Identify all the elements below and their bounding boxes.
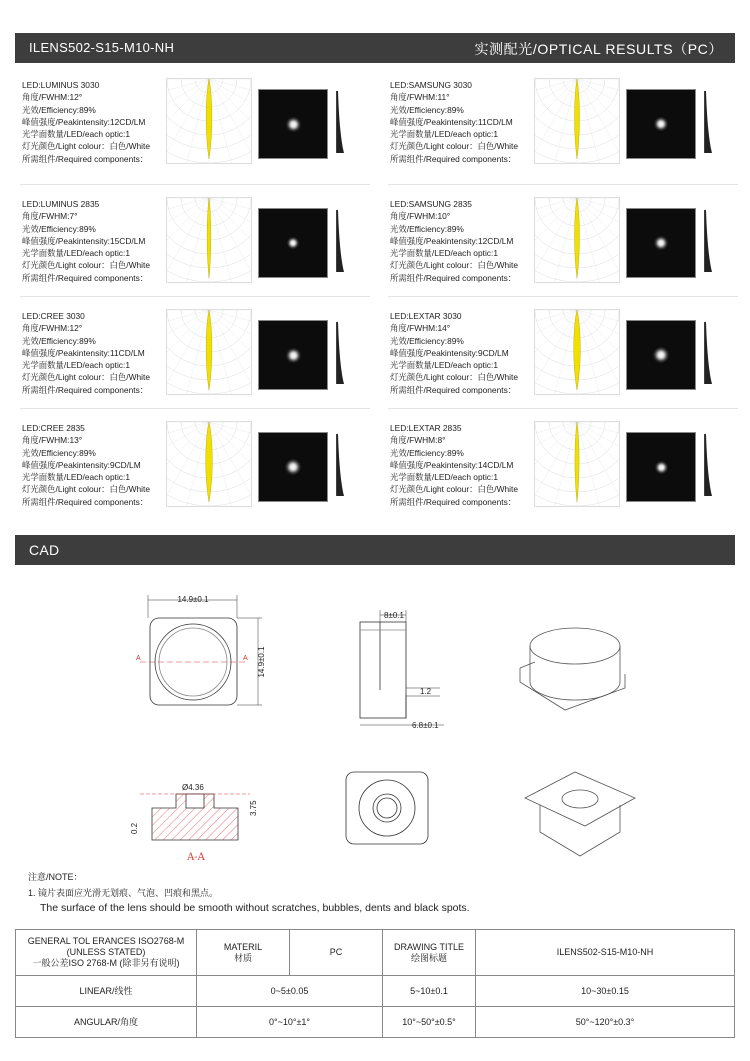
spec-fwhm: 角度/FWHM:8°	[390, 435, 446, 446]
led-spec-block	[22, 79, 150, 165]
illuminance-map	[626, 89, 696, 159]
row-divider	[388, 408, 738, 409]
spec-req: 所需组件/Required components：	[390, 153, 517, 164]
illuminance-map	[626, 208, 696, 278]
spec-fwhm: 角度/FWHM:7°	[22, 211, 78, 222]
illuminance-map	[626, 320, 696, 390]
spec-peak: 峰值强度/Peakintensity:12CD/LM	[390, 235, 514, 246]
dim-depth: 3.75	[249, 800, 258, 816]
light-spot	[655, 461, 668, 474]
linear-range-3: 10~30±0.15	[476, 976, 735, 1007]
spec-fwhm: 角度/FWHM:14°	[390, 323, 451, 334]
spec-optic: 光学面数量/LED/each optic:1	[390, 360, 498, 371]
polar-distribution-plot	[534, 421, 620, 507]
led-spec-block	[22, 198, 150, 284]
spec-led: LED:LEXTAR 3030	[390, 311, 462, 321]
intensity-scale-bar	[336, 91, 344, 153]
row-divider	[20, 408, 370, 409]
cad-drawings	[0, 570, 750, 870]
spec-led: LED:LUMINUS 2835	[22, 199, 100, 209]
spec-eff: 光效/Efficiency:89%	[22, 447, 96, 458]
spec-eff: 光效/Efficiency:89%	[22, 223, 96, 234]
row-divider	[20, 296, 370, 297]
section-title: 实测配光/OPTICAL RESULTS（PC）	[474, 41, 723, 57]
row-divider	[388, 184, 738, 185]
spec-led: LED:LEXTAR 2835	[390, 423, 462, 433]
dim-base: 0.2	[130, 822, 139, 834]
dim-top-height: 14.9±0.1	[257, 646, 266, 678]
polar-distribution-plot	[166, 197, 252, 283]
led-spec-block	[390, 310, 518, 396]
spec-eff: 光效/Efficiency:89%	[390, 447, 464, 458]
spec-peak: 峰值强度/Peakintensity:12CD/LM	[22, 116, 146, 127]
spec-colour: 灯光颜色/Light colour：白色/White	[22, 141, 150, 152]
spec-led: LED:CREE 3030	[22, 311, 85, 321]
spec-eff: 光效/Efficiency:89%	[390, 104, 464, 115]
dim-side-bottom: 6.8±0.1	[412, 721, 439, 730]
spec-led: LED:CREE 2835	[22, 423, 85, 433]
polar-distribution-plot	[166, 309, 252, 395]
spec-optic: 光学面数量/LED/each optic:1	[22, 248, 130, 259]
section-mark-left: A	[136, 655, 141, 662]
light-spot	[653, 347, 669, 363]
spec-peak: 峰值强度/Peakintensity:14CD/LM	[390, 459, 514, 470]
led-spec-block	[22, 310, 150, 396]
dim-side-top: 8±0.1	[384, 611, 404, 620]
spec-optic: 光学面数量/LED/each optic:1	[22, 129, 130, 140]
spec-fwhm: 角度/FWHM:12°	[22, 92, 83, 103]
spec-colour: 灯光颜色/Light colour：白色/White	[22, 260, 150, 271]
led-spec-block	[22, 422, 150, 508]
polar-distribution-plot	[534, 309, 620, 395]
polar-distribution-plot	[534, 197, 620, 283]
material-value: PC	[290, 930, 383, 976]
spec-colour: 灯光颜色/Light colour：白色/White	[390, 372, 518, 383]
angular-range-1: 0°~10°±1°	[197, 1007, 383, 1038]
spec-eff: 光效/Efficiency:89%	[390, 335, 464, 346]
light-spot	[654, 236, 668, 250]
note-line-2: The surface of the lens should be smooth without scratches, bubbles, dents and black spots.	[40, 902, 470, 914]
angular-label: ANGULAR/角度	[16, 1007, 197, 1038]
spec-fwhm: 角度/FWHM:13°	[22, 435, 83, 446]
illuminance-map	[258, 208, 328, 278]
dim-top-width: 14.9±0.1	[177, 595, 209, 604]
cad-side-view	[360, 610, 444, 725]
illuminance-map	[258, 89, 328, 159]
cad-3d-view	[520, 628, 625, 710]
spec-peak: 峰值强度/Peakintensity:15CD/LM	[22, 235, 146, 246]
light-spot	[654, 117, 668, 131]
spec-led: LED:SAMSUNG 3030	[390, 80, 472, 90]
note-heading: 注意/NOTE：	[28, 872, 83, 882]
led-spec-block	[390, 422, 518, 508]
spec-req: 所需组件/Required components：	[390, 496, 517, 507]
light-spot	[287, 237, 299, 249]
spec-peak: 峰值强度/Peakintensity:9CD/LM	[22, 459, 141, 470]
led-spec-block	[390, 79, 518, 165]
materil-label: MATERIL 材质	[197, 930, 290, 976]
tolerance-table	[15, 929, 735, 1038]
illuminance-map	[258, 432, 328, 502]
section-mark-right: A	[243, 655, 248, 662]
spec-eff: 光效/Efficiency:89%	[22, 104, 96, 115]
spec-led: LED:LUMINUS 3030	[22, 80, 100, 90]
cad-header	[15, 535, 735, 565]
spec-optic: 光学面数量/LED/each optic:1	[390, 472, 498, 483]
spec-led: LED:SAMSUNG 2835	[390, 199, 472, 209]
polar-distribution-plot	[166, 78, 252, 164]
angular-range-2: 10°~50°±0.5°	[383, 1007, 476, 1038]
spec-req: 所需组件/Required components：	[22, 153, 149, 164]
intensity-scale-bar	[704, 322, 712, 384]
light-spot	[286, 348, 301, 363]
spec-req: 所需组件/Required components：	[22, 496, 149, 507]
linear-range-1: 0~5±0.05	[197, 976, 383, 1007]
spec-req: 所需组件/Required components：	[22, 384, 149, 395]
spec-peak: 峰值强度/Peakintensity:9CD/LM	[390, 347, 509, 358]
led-spec-block	[390, 198, 518, 284]
linear-range-2: 5~10±0.1	[383, 976, 476, 1007]
spec-colour: 灯光颜色/Light colour：白色/White	[22, 372, 150, 383]
spec-req: 所需组件/Required components：	[390, 272, 517, 283]
intensity-scale-bar	[336, 210, 344, 272]
spec-fwhm: 角度/FWHM:12°	[22, 323, 83, 334]
illuminance-map	[258, 320, 328, 390]
spec-colour: 灯光颜色/Light colour：白色/White	[390, 484, 518, 495]
spec-fwhm: 角度/FWHM:10°	[390, 211, 451, 222]
intensity-scale-bar	[336, 434, 344, 496]
light-spot	[286, 117, 301, 132]
dim-hole: Ø4.36	[182, 783, 204, 792]
intensity-scale-bar	[704, 91, 712, 153]
spec-colour: 灯光颜色/Light colour：白色/White	[390, 141, 518, 152]
linear-label: LINEAR/线性	[16, 976, 197, 1007]
intensity-scale-bar	[704, 434, 712, 496]
cad-top-view	[140, 595, 262, 705]
spec-fwhm: 角度/FWHM:11°	[390, 92, 450, 103]
section-label: A-A	[187, 852, 205, 863]
model-title: ILENS502-S15-M10-NH	[29, 40, 175, 55]
spec-req: 所需组件/Required components：	[22, 272, 149, 283]
light-spot	[285, 459, 301, 475]
spec-eff: 光效/Efficiency:89%	[390, 223, 464, 234]
row-divider	[388, 296, 738, 297]
tol-header-cell: GENERAL TOL ERANCES ISO2768-M (UNLESS STATED) 一般公差ISO 2768-M (除非另有说明)	[16, 930, 197, 976]
spec-optic: 光学面数量/LED/each optic:1	[390, 129, 498, 140]
polar-distribution-plot	[166, 421, 252, 507]
angular-range-3: 50°~120°±0.3°	[476, 1007, 735, 1038]
polar-distribution-plot	[534, 78, 620, 164]
intensity-scale-bar	[336, 322, 344, 384]
cad-section-aa	[140, 794, 250, 840]
drawing-title-label: DRAWING TITLE 绘图标题	[383, 930, 476, 976]
spec-colour: 灯光颜色/Light colour：白色/White	[390, 260, 518, 271]
spec-eff: 光效/Efficiency:89%	[22, 335, 96, 346]
spec-peak: 峰值强度/Peakintensity:11CD/LM	[390, 116, 513, 127]
spec-req: 所需组件/Required components：	[390, 384, 517, 395]
row-divider	[20, 184, 370, 185]
intensity-scale-bar	[704, 210, 712, 272]
spec-peak: 峰值强度/Peakintensity:11CD/LM	[22, 347, 145, 358]
cad-bottom-view	[346, 772, 428, 844]
drawing-title-value: ILENS502-S15-M10-NH	[476, 930, 735, 976]
note-line-1: 1. 镜片表面应光滑无划痕、气泡、凹痕和黑点。	[28, 888, 219, 898]
cad-3d-bottom	[525, 772, 635, 856]
spec-optic: 光学面数量/LED/each optic:1	[390, 248, 498, 259]
spec-optic: 光学面数量/LED/each optic:1	[22, 360, 130, 371]
cad-title: CAD	[29, 542, 60, 558]
optical-results-header	[15, 33, 735, 63]
spec-colour: 灯光颜色/Light colour：白色/White	[22, 484, 150, 495]
dim-side-step: 1.2	[420, 687, 432, 696]
illuminance-map	[626, 432, 696, 502]
spec-optic: 光学面数量/LED/each optic:1	[22, 472, 130, 483]
